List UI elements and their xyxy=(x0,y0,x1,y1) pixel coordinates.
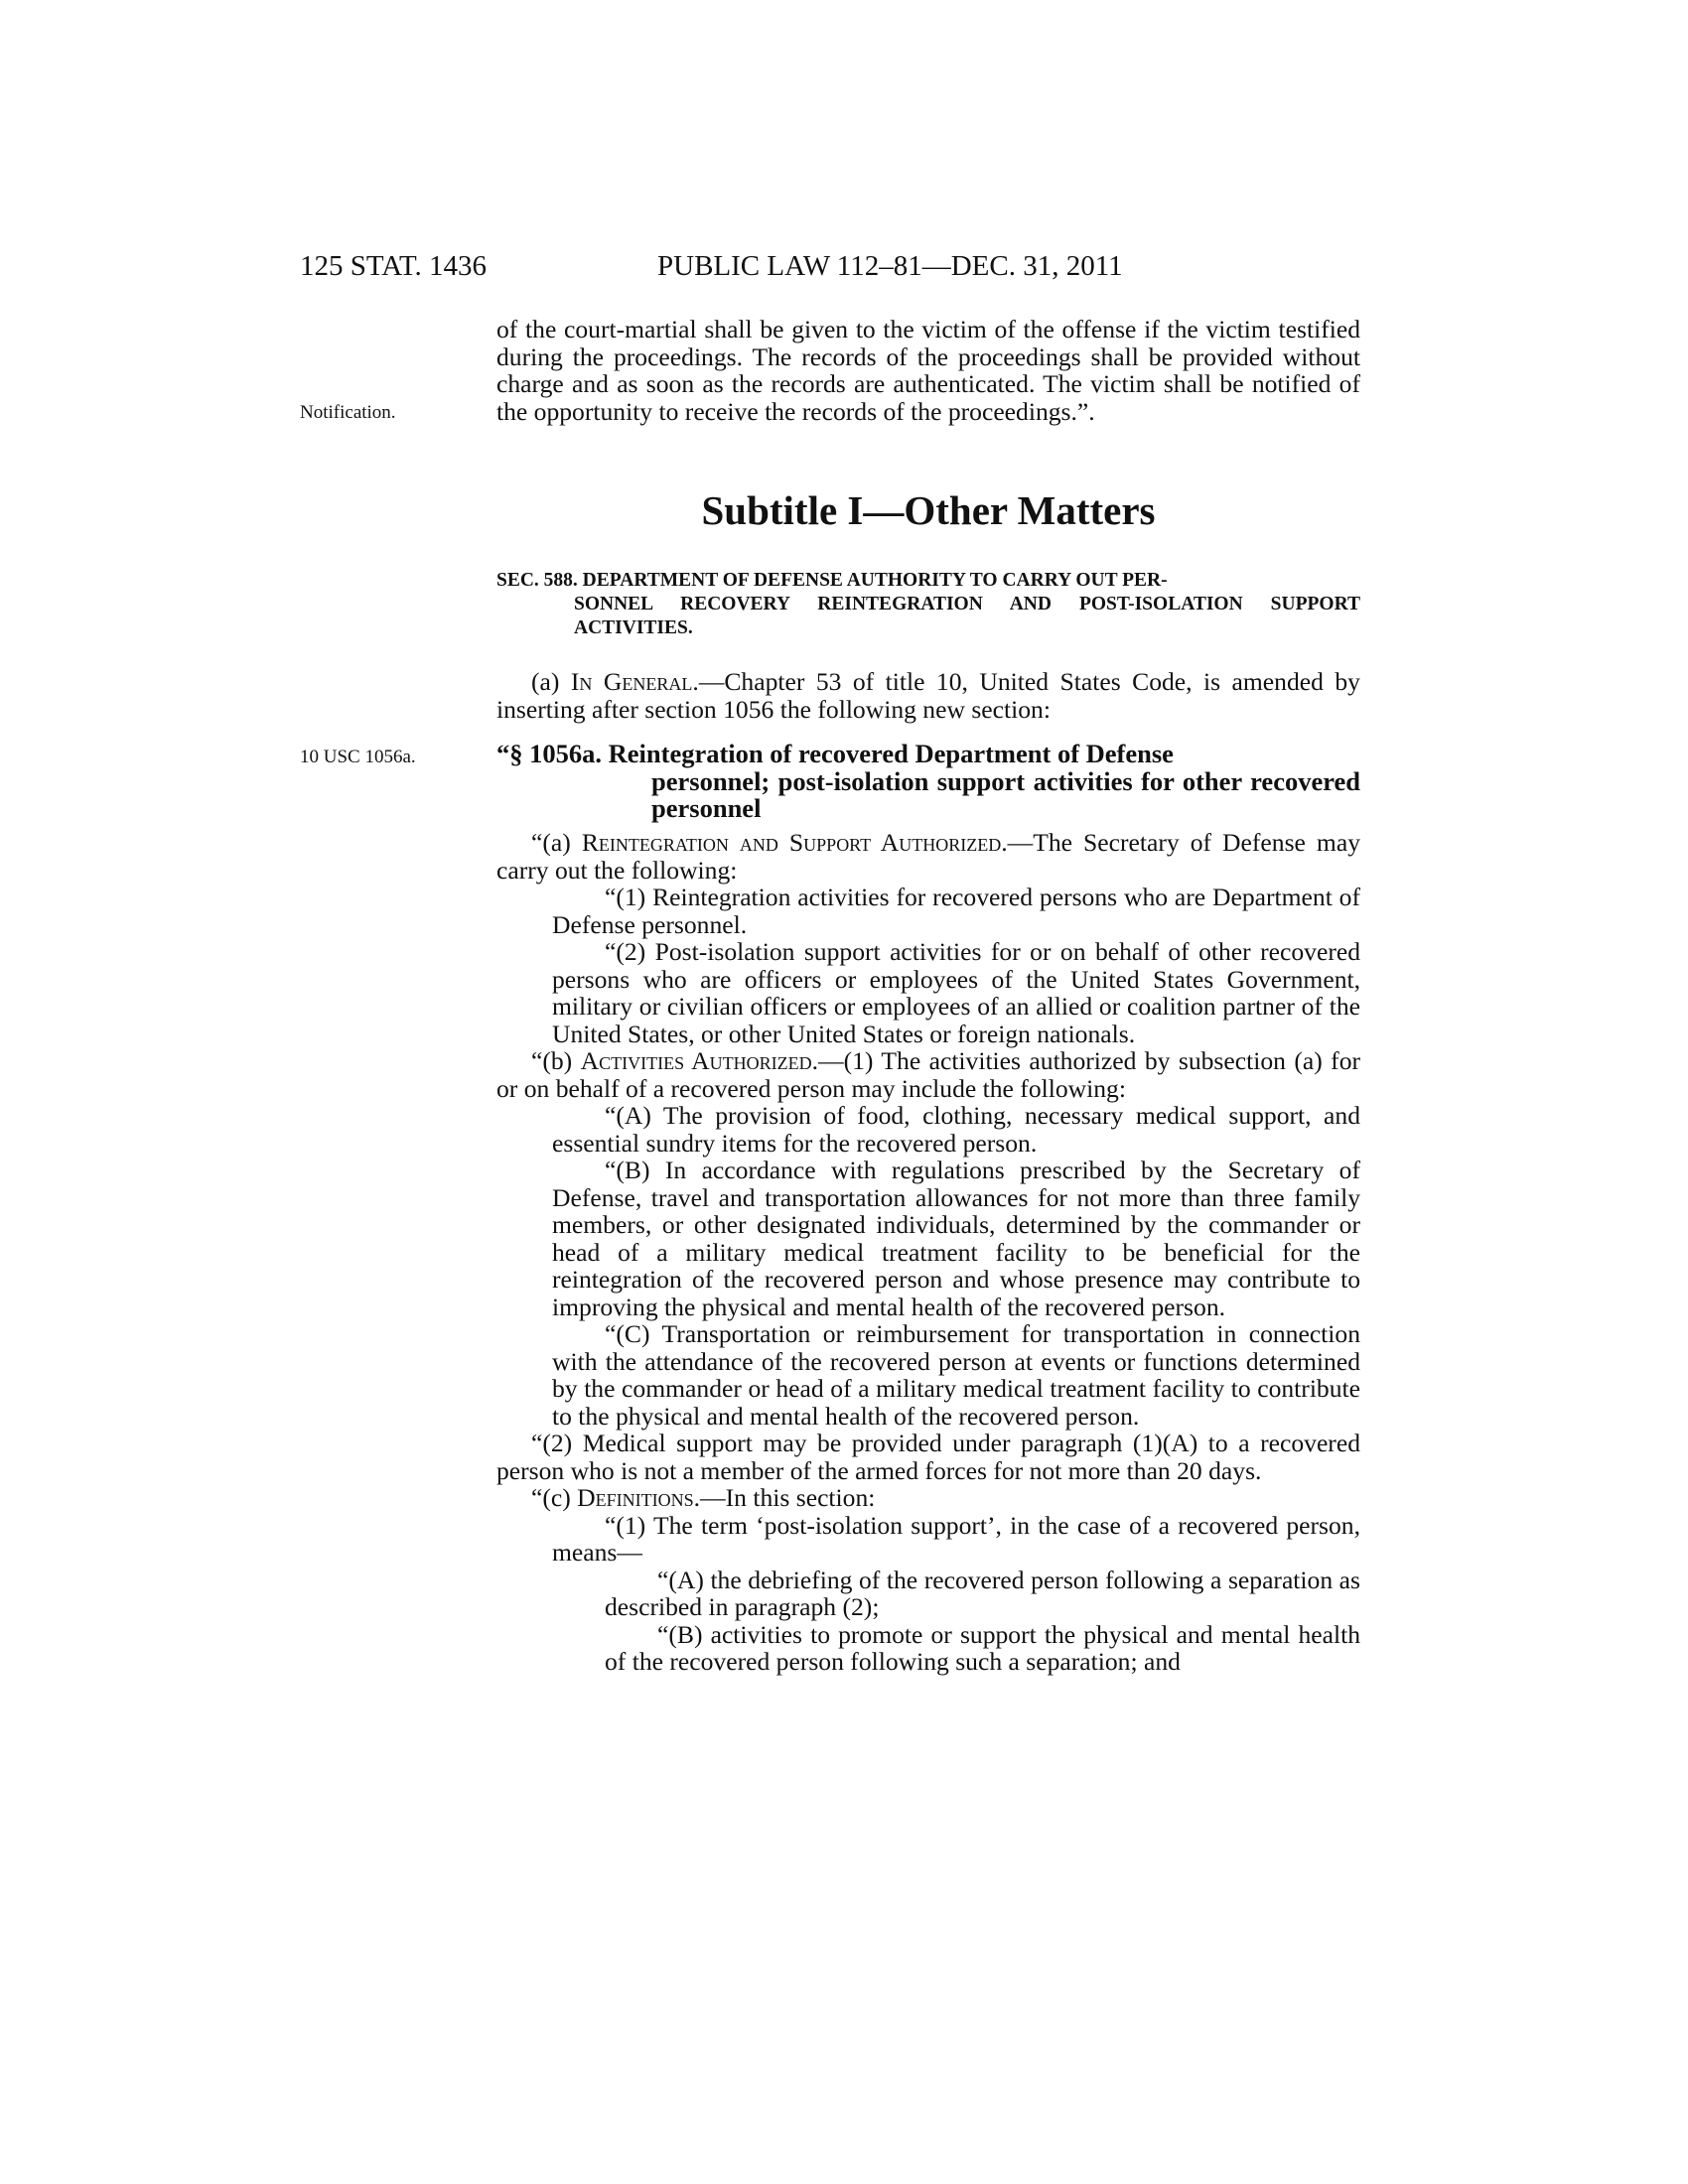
new-section-title-line: “§ 1056a. Reintegration of recovered Department of Defense xyxy=(496,739,1174,768)
section-heading-continuation: SONNEL RECOVERY REINTEGRATION AND POST-ISOLATION SUPPORT ACTIVITIES. xyxy=(574,594,1360,638)
new-section-body xyxy=(496,829,1360,1676)
subsection-a-text: .—Chapter 53 of title 10, United States Code, is amended by inserting after section 1056 the following new section: xyxy=(496,667,1360,724)
paragraph-c1-B: “(B) activities to promote or support the physical and mental health of the recovered person following such a separation; and xyxy=(605,1619,1360,1676)
paragraph-b2: “(2) Medical support may be provided under paragraph (1)(A) to a recovered person who is not a member of the armed forces for not more than 20 days. xyxy=(496,1429,1360,1485)
paragraph-b1-B: “(B) In accordance with regulations prescribed by the Secretary of Defense, travel and transportation allowances for not more than three family members, or other designated individuals, determined by the commander or head of a military medical treatment facility to be beneficial for the reintegration of the recovered person and whose presence may contribute to improving the physical and mental health of the recovered person. xyxy=(552,1156,1360,1321)
paragraph-b xyxy=(496,1047,1360,1102)
public-law-title: PUBLIC LAW 112–81—DEC. 31, 2011 xyxy=(657,250,1123,282)
paragraph-c xyxy=(496,1484,1360,1512)
paragraph-c-text: .—In this section: xyxy=(693,1483,876,1512)
new-section-title-continuation: personnel; post-isolation support activities for other recovered personnel xyxy=(651,765,1360,823)
paragraph-c-lead: “(c) xyxy=(531,1483,578,1512)
paragraph-b1-A: “(A) The provision of food, clothing, necessary medical support, and essential sundry items for the recovered person. xyxy=(552,1101,1360,1158)
stat-page-reference: 125 STAT. 1436 xyxy=(300,250,488,282)
paragraph-b-lead: “(b) xyxy=(531,1046,581,1075)
paragraph-a1: “(1) Reintegration activities for recovered persons who are Department of Defense personnel. xyxy=(552,883,1360,939)
margin-note-notification: Notification. xyxy=(300,402,396,423)
continued-paragraph-block xyxy=(496,316,1360,425)
paragraph-a xyxy=(496,829,1360,884)
paragraph-b-caption: Activities Authorized xyxy=(580,1046,812,1075)
paragraph-c1-A: “(A) the debriefing of the recovered person following a separation as described in paragraph (2); xyxy=(605,1565,1360,1621)
continued-paragraph: of the court-martial shall be given to the victim of the offense if the victim testified during the proceedings. The records of the proceedings shall be provided without charge and as soon as the records are authenticated. The victim shall be notified of the opportunity to receive the records of the proceedings.”. xyxy=(496,315,1360,426)
subsection-a-lead: (a) xyxy=(531,667,571,696)
section-heading-line: SEC. 588. DEPARTMENT OF DEFENSE AUTHORITY TO CARRY OUT PER- xyxy=(496,570,1168,591)
paragraph-a-caption: Reintegration and Support Authorized xyxy=(581,828,1002,857)
paragraph-b1-C: “(C) Transportation or reimbursement for transportation in connection with the attendance of the recovered person at events or functions determined by the commander or head of a military medical treatment facility to contribute to the physical and mental health of the recovered person. xyxy=(552,1319,1360,1431)
paragraph-a-text: .—The Secretary of Defense may carry out the following: xyxy=(496,828,1360,885)
subsection-a-paragraph xyxy=(496,668,1360,723)
paragraph-a-lead: “(a) xyxy=(531,828,582,857)
margin-note-usc-reference: 10 USC 1056a. xyxy=(300,747,416,767)
paragraph-a2: “(2) Post-isolation support activities for or on behalf of other recovered persons who are officers or employees of the United States Government, military or civilian officers or employees of an allied or coalition partner of the United States, or other United States or foreign nationals. xyxy=(552,937,1360,1048)
section-588-heading xyxy=(496,569,1360,640)
paragraph-c1: “(1) The term ‘post-isolation support’, in the case of a recovered person, means— xyxy=(552,1510,1360,1567)
subsection-a-caption: In General xyxy=(570,667,693,696)
subtitle-heading: Subtitle I—Other Matters xyxy=(701,487,1156,533)
paragraph-b-text: .—(1) The activities authorized by subsection (a) for or on behalf of a recovered person may include the following: xyxy=(496,1046,1361,1103)
new-section-title xyxy=(496,741,1360,823)
subsection-a-block xyxy=(496,668,1360,723)
paragraph-c-caption: Definitions xyxy=(577,1483,694,1512)
